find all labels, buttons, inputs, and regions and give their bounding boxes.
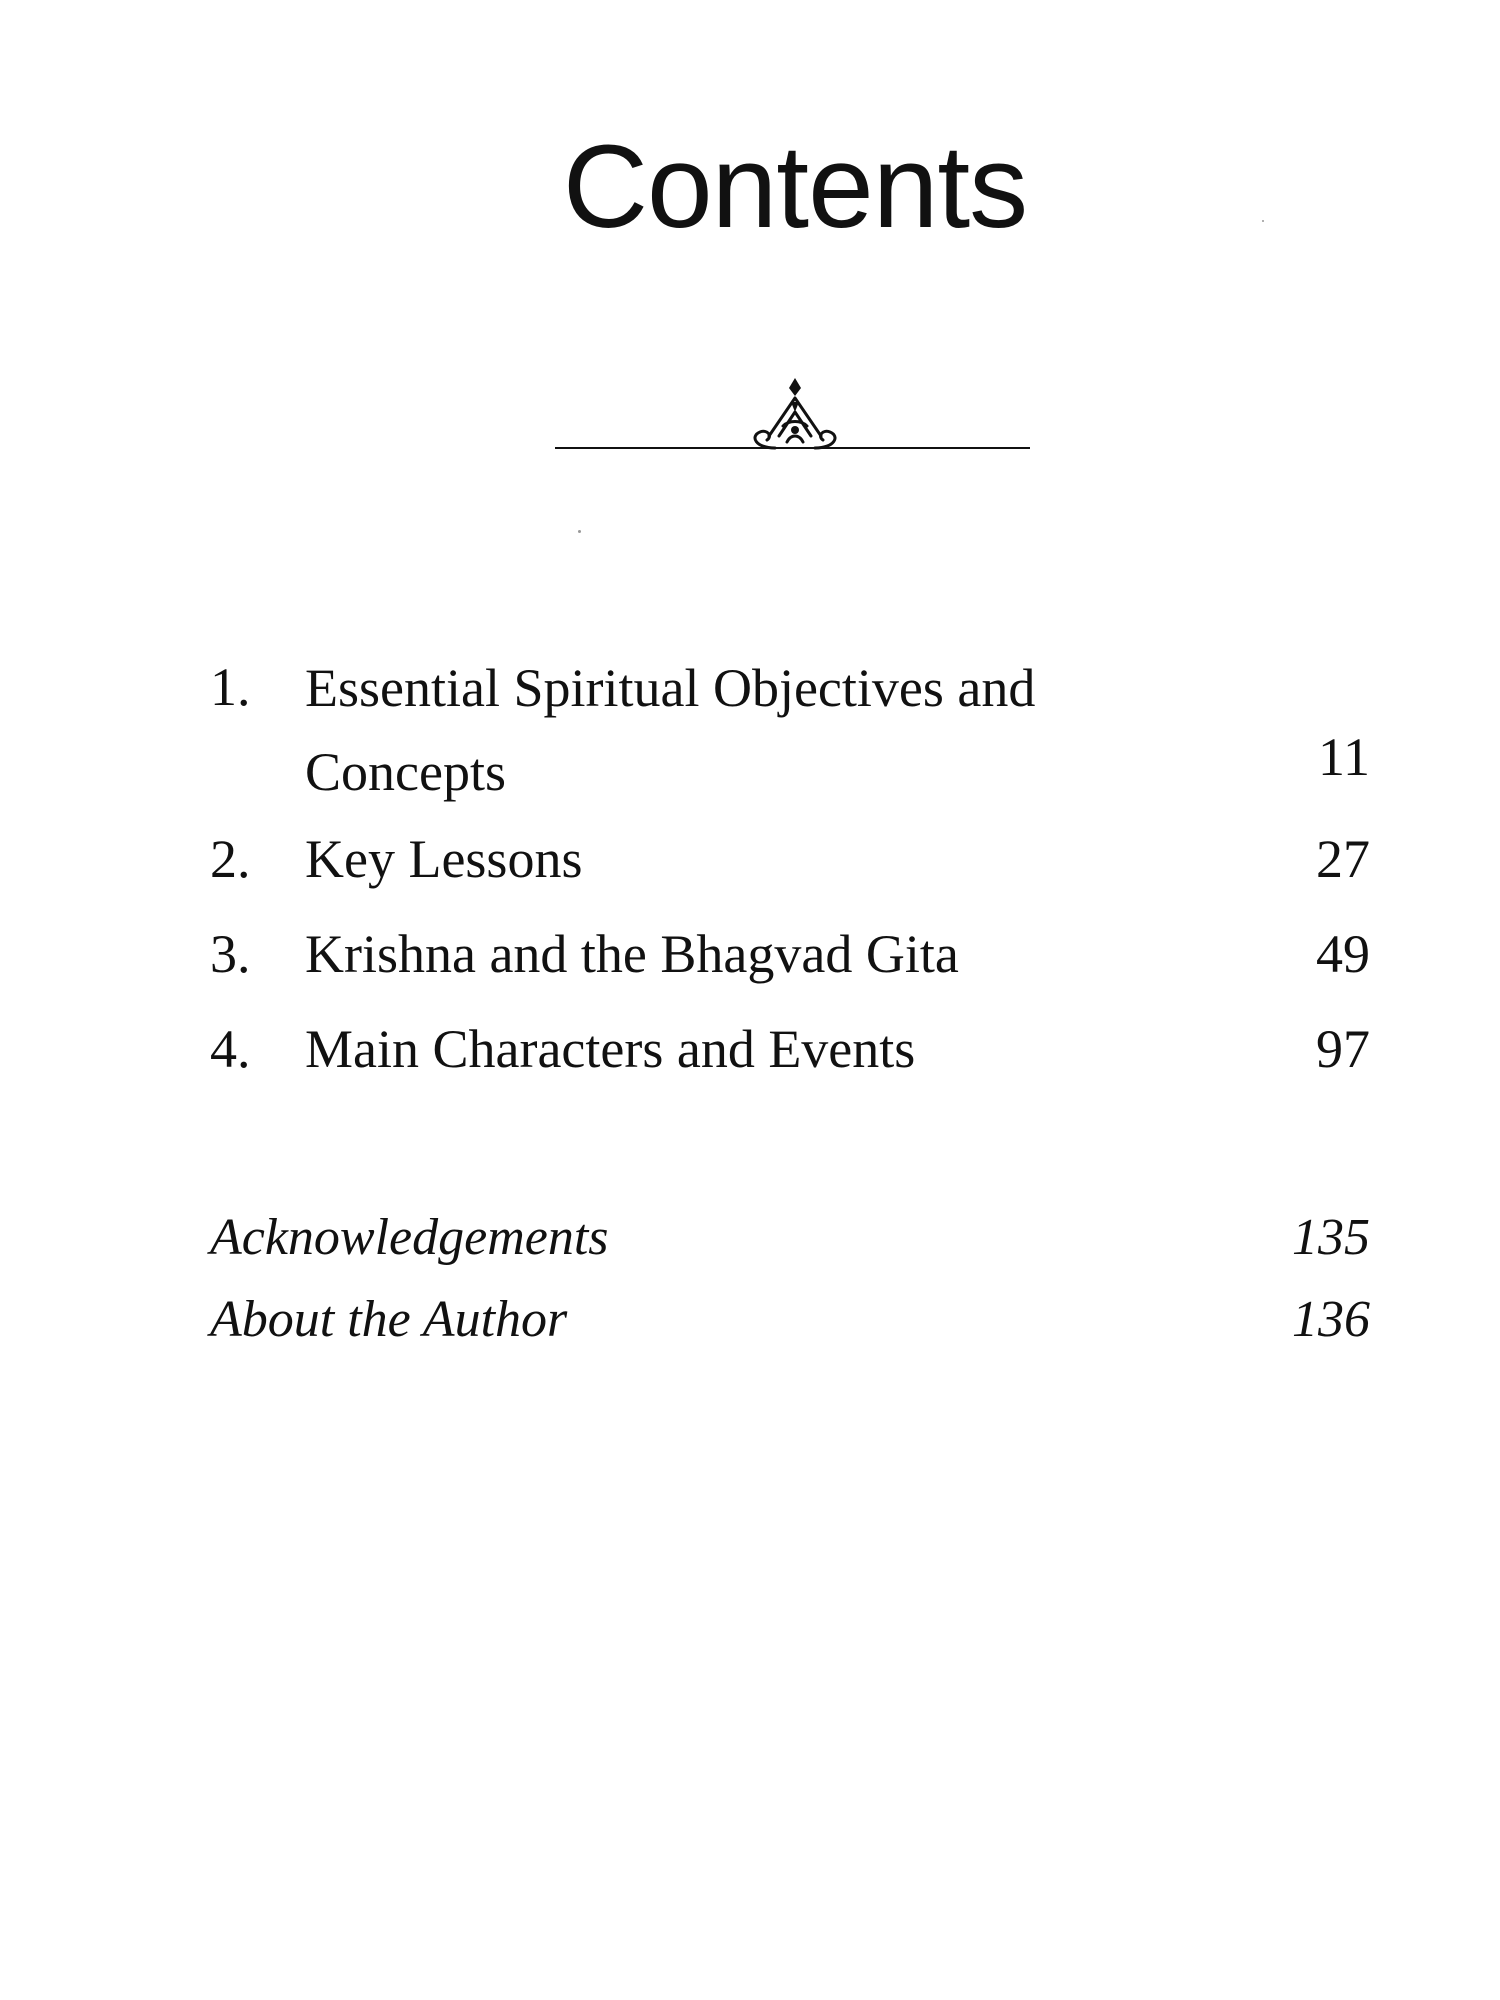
chapter-title: Main Characters and Events (305, 1019, 916, 1079)
chapter-number: 1. (210, 657, 251, 717)
toc-entry (210, 657, 1370, 832)
chapter-number: 3. (210, 924, 251, 984)
back-matter-entry (210, 1291, 1370, 1376)
chapter-title: Key Lessons (305, 829, 583, 889)
page-number: 135 (1292, 1209, 1370, 1266)
page-number: 27 (1316, 829, 1370, 889)
chapter-number: 4. (210, 1019, 251, 1079)
toc-entry (210, 1019, 1370, 1117)
table-of-contents (210, 657, 1370, 1376)
page-number: 11 (1318, 727, 1370, 787)
chapter-title: Krishna and the Bhagvad Gita (305, 924, 959, 984)
page-number: 97 (1316, 1019, 1370, 1079)
back-matter-title: Acknowledgements (210, 1209, 609, 1266)
chapter-title: Essential Spiritual Objectives and Concepts (305, 658, 1036, 802)
page-title: Contents (562, 121, 1028, 253)
toc-entry (210, 924, 1370, 1022)
toc-entry (210, 829, 1370, 927)
scan-speck (578, 530, 581, 533)
fleuron-divider-icon (555, 372, 1035, 462)
back-matter-entry (210, 1209, 1370, 1294)
back-matter-title: About the Author (210, 1291, 568, 1348)
chapter-number: 2. (210, 829, 251, 889)
page-number: 136 (1292, 1291, 1370, 1348)
scan-speck (1262, 220, 1264, 222)
page-number: 49 (1316, 924, 1370, 984)
